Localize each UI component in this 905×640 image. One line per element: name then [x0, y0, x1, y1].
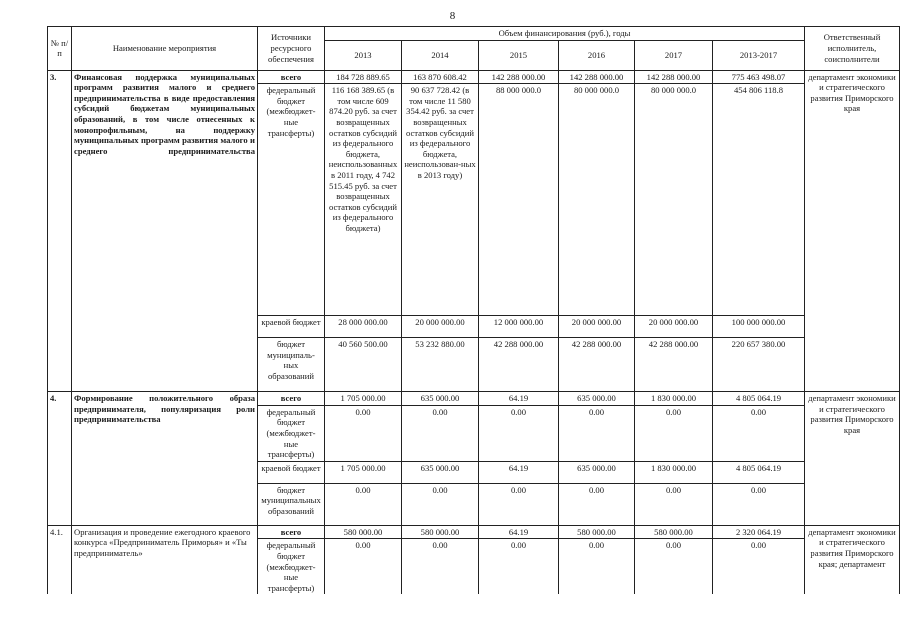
- value-cell: 580 000.00: [559, 525, 635, 539]
- value-cell: 1 830 000.00: [635, 392, 713, 406]
- header-year: 2013-2017: [713, 40, 805, 70]
- value-cell: 42 288 000.00: [559, 338, 635, 392]
- value-cell: 184 728 889.65: [325, 70, 402, 84]
- value-cell: 40 560 500.00: [325, 338, 402, 392]
- value-cell: 90 637 728.42 (в том числе 11 580 354.42 руб. за счет возвращенных остатков субсидий из федерального бюджета, неиспользован-ных в 2013 году): [402, 84, 479, 316]
- value-cell: 64.19: [479, 525, 559, 539]
- value-cell: 20 000 000.00: [635, 316, 713, 338]
- section-num: 4.: [48, 392, 72, 526]
- value-cell: 53 232 880.00: [402, 338, 479, 392]
- value-cell: 0.00: [402, 539, 479, 594]
- source-cell: федеральный бюджет (межбюджет-ные трансферты): [258, 539, 325, 594]
- header-year: 2016: [559, 40, 635, 70]
- value-cell: 775 463 498.07: [713, 70, 805, 84]
- header-funding: Объем финансирования (руб.), годы: [325, 27, 805, 41]
- value-cell: 142 288 000.00: [479, 70, 559, 84]
- source-cell: всего: [258, 392, 325, 406]
- value-cell: 4 805 064.19: [713, 392, 805, 406]
- value-cell: 0.00: [325, 405, 402, 461]
- header-responsible: Ответственный исполнитель, соисполнители: [805, 27, 900, 71]
- value-cell: 142 288 000.00: [635, 70, 713, 84]
- source-cell: федеральный бюджет (межбюджет-ные трансферты): [258, 405, 325, 461]
- source-cell: краевой бюджет: [258, 461, 325, 483]
- value-cell: 0.00: [559, 483, 635, 525]
- value-cell: 0.00: [635, 539, 713, 594]
- value-cell: 0.00: [713, 405, 805, 461]
- value-cell: 20 000 000.00: [559, 316, 635, 338]
- value-cell: 0.00: [479, 539, 559, 594]
- value-cell: 0.00: [402, 405, 479, 461]
- responsible-cell: департамент экономики и стратегического развития Приморского края: [805, 70, 900, 392]
- header-year: 2015: [479, 40, 559, 70]
- source-cell: краевой бюджет: [258, 316, 325, 338]
- header-num: № п/п: [48, 27, 72, 71]
- value-cell: 42 288 000.00: [479, 338, 559, 392]
- value-cell: 220 657 380.00: [713, 338, 805, 392]
- source-cell: бюджет муниципаль-ных образований: [258, 338, 325, 392]
- header-year: 2013: [325, 40, 402, 70]
- value-cell: 4 805 064.19: [713, 461, 805, 483]
- value-cell: 0.00: [559, 539, 635, 594]
- value-cell: 454 806 118.8: [713, 84, 805, 316]
- value-cell: 0.00: [402, 483, 479, 525]
- value-cell: 0.00: [635, 483, 713, 525]
- funding-table: [47, 26, 900, 594]
- source-cell: всего: [258, 70, 325, 84]
- value-cell: 64.19: [479, 461, 559, 483]
- header-year: 2014: [402, 40, 479, 70]
- responsible-cell: департамент экономики и стратегического развития Приморского края: [805, 392, 900, 526]
- value-cell: 1 705 000.00: [325, 392, 402, 406]
- value-cell: 0.00: [325, 483, 402, 525]
- value-cell: 0.00: [713, 483, 805, 525]
- value-cell: 100 000 000.00: [713, 316, 805, 338]
- value-cell: 0.00: [479, 483, 559, 525]
- value-cell: 0.00: [713, 539, 805, 594]
- value-cell: 80 000 000.0: [559, 84, 635, 316]
- value-cell: 0.00: [559, 405, 635, 461]
- value-cell: 635 000.00: [559, 392, 635, 406]
- value-cell: 1 830 000.00: [635, 461, 713, 483]
- source-cell: бюджет муниципальных образований: [258, 483, 325, 525]
- value-cell: 80 000 000.0: [635, 84, 713, 316]
- source-cell: всего: [258, 525, 325, 539]
- value-cell: 0.00: [479, 405, 559, 461]
- value-cell: 20 000 000.00: [402, 316, 479, 338]
- value-cell: 42 288 000.00: [635, 338, 713, 392]
- value-cell: 116 168 389.65 (в том числе 609 874.20 руб. за счет возвращенных остатков субсидий из федерального бюджета, неиспользованных в 2011 году, 4 742 515.45 руб. за счет возвращенных остатков субсидий из федерального бюджета): [325, 84, 402, 316]
- responsible-cell: департамент экономики и стратегического развития Приморского края; департамент: [805, 525, 900, 594]
- value-cell: 580 000.00: [402, 525, 479, 539]
- page-number: 8: [449, 10, 456, 22]
- source-cell: федеральный бюджет (межбюджет-ные трансферты): [258, 84, 325, 316]
- value-cell: 28 000 000.00: [325, 316, 402, 338]
- value-cell: 64.19: [479, 392, 559, 406]
- value-cell: 635 000.00: [402, 392, 479, 406]
- value-cell: 12 000 000.00: [479, 316, 559, 338]
- value-cell: 88 000 000.0: [479, 84, 559, 316]
- value-cell: 163 870 608.42: [402, 70, 479, 84]
- value-cell: 580 000.00: [635, 525, 713, 539]
- section-name: Финансовая поддержка муниципальных программ развития малого и среднего предпринимательства в виде предоставления субсидий бюджетам муниципальных образований, в том числе отнесенных к монопрофильным, на поддержку муниципальных программ развития малого и среднего предпринимательства: [72, 70, 258, 392]
- value-cell: 580 000.00: [325, 525, 402, 539]
- section-name: Организация и проведение ежегодного краевого конкурса «Предприниматель Приморья» и «Ты предприниматель»: [72, 525, 258, 594]
- header-year: 2017: [635, 40, 713, 70]
- section-name: Формирование положительного образа предпринимателя, популяризация роли предпринимательства: [72, 392, 258, 526]
- value-cell: 635 000.00: [559, 461, 635, 483]
- value-cell: 1 705 000.00: [325, 461, 402, 483]
- section-num: 3.: [48, 70, 72, 392]
- value-cell: 0.00: [635, 405, 713, 461]
- header-source: Источники ресурсного обеспечения: [258, 27, 325, 71]
- section-num: 4.1.: [48, 525, 72, 594]
- header-name: Наименование мероприятия: [72, 27, 258, 71]
- value-cell: 142 288 000.00: [559, 70, 635, 84]
- value-cell: 2 320 064.19: [713, 525, 805, 539]
- value-cell: 0.00: [325, 539, 402, 594]
- value-cell: 635 000.00: [402, 461, 479, 483]
